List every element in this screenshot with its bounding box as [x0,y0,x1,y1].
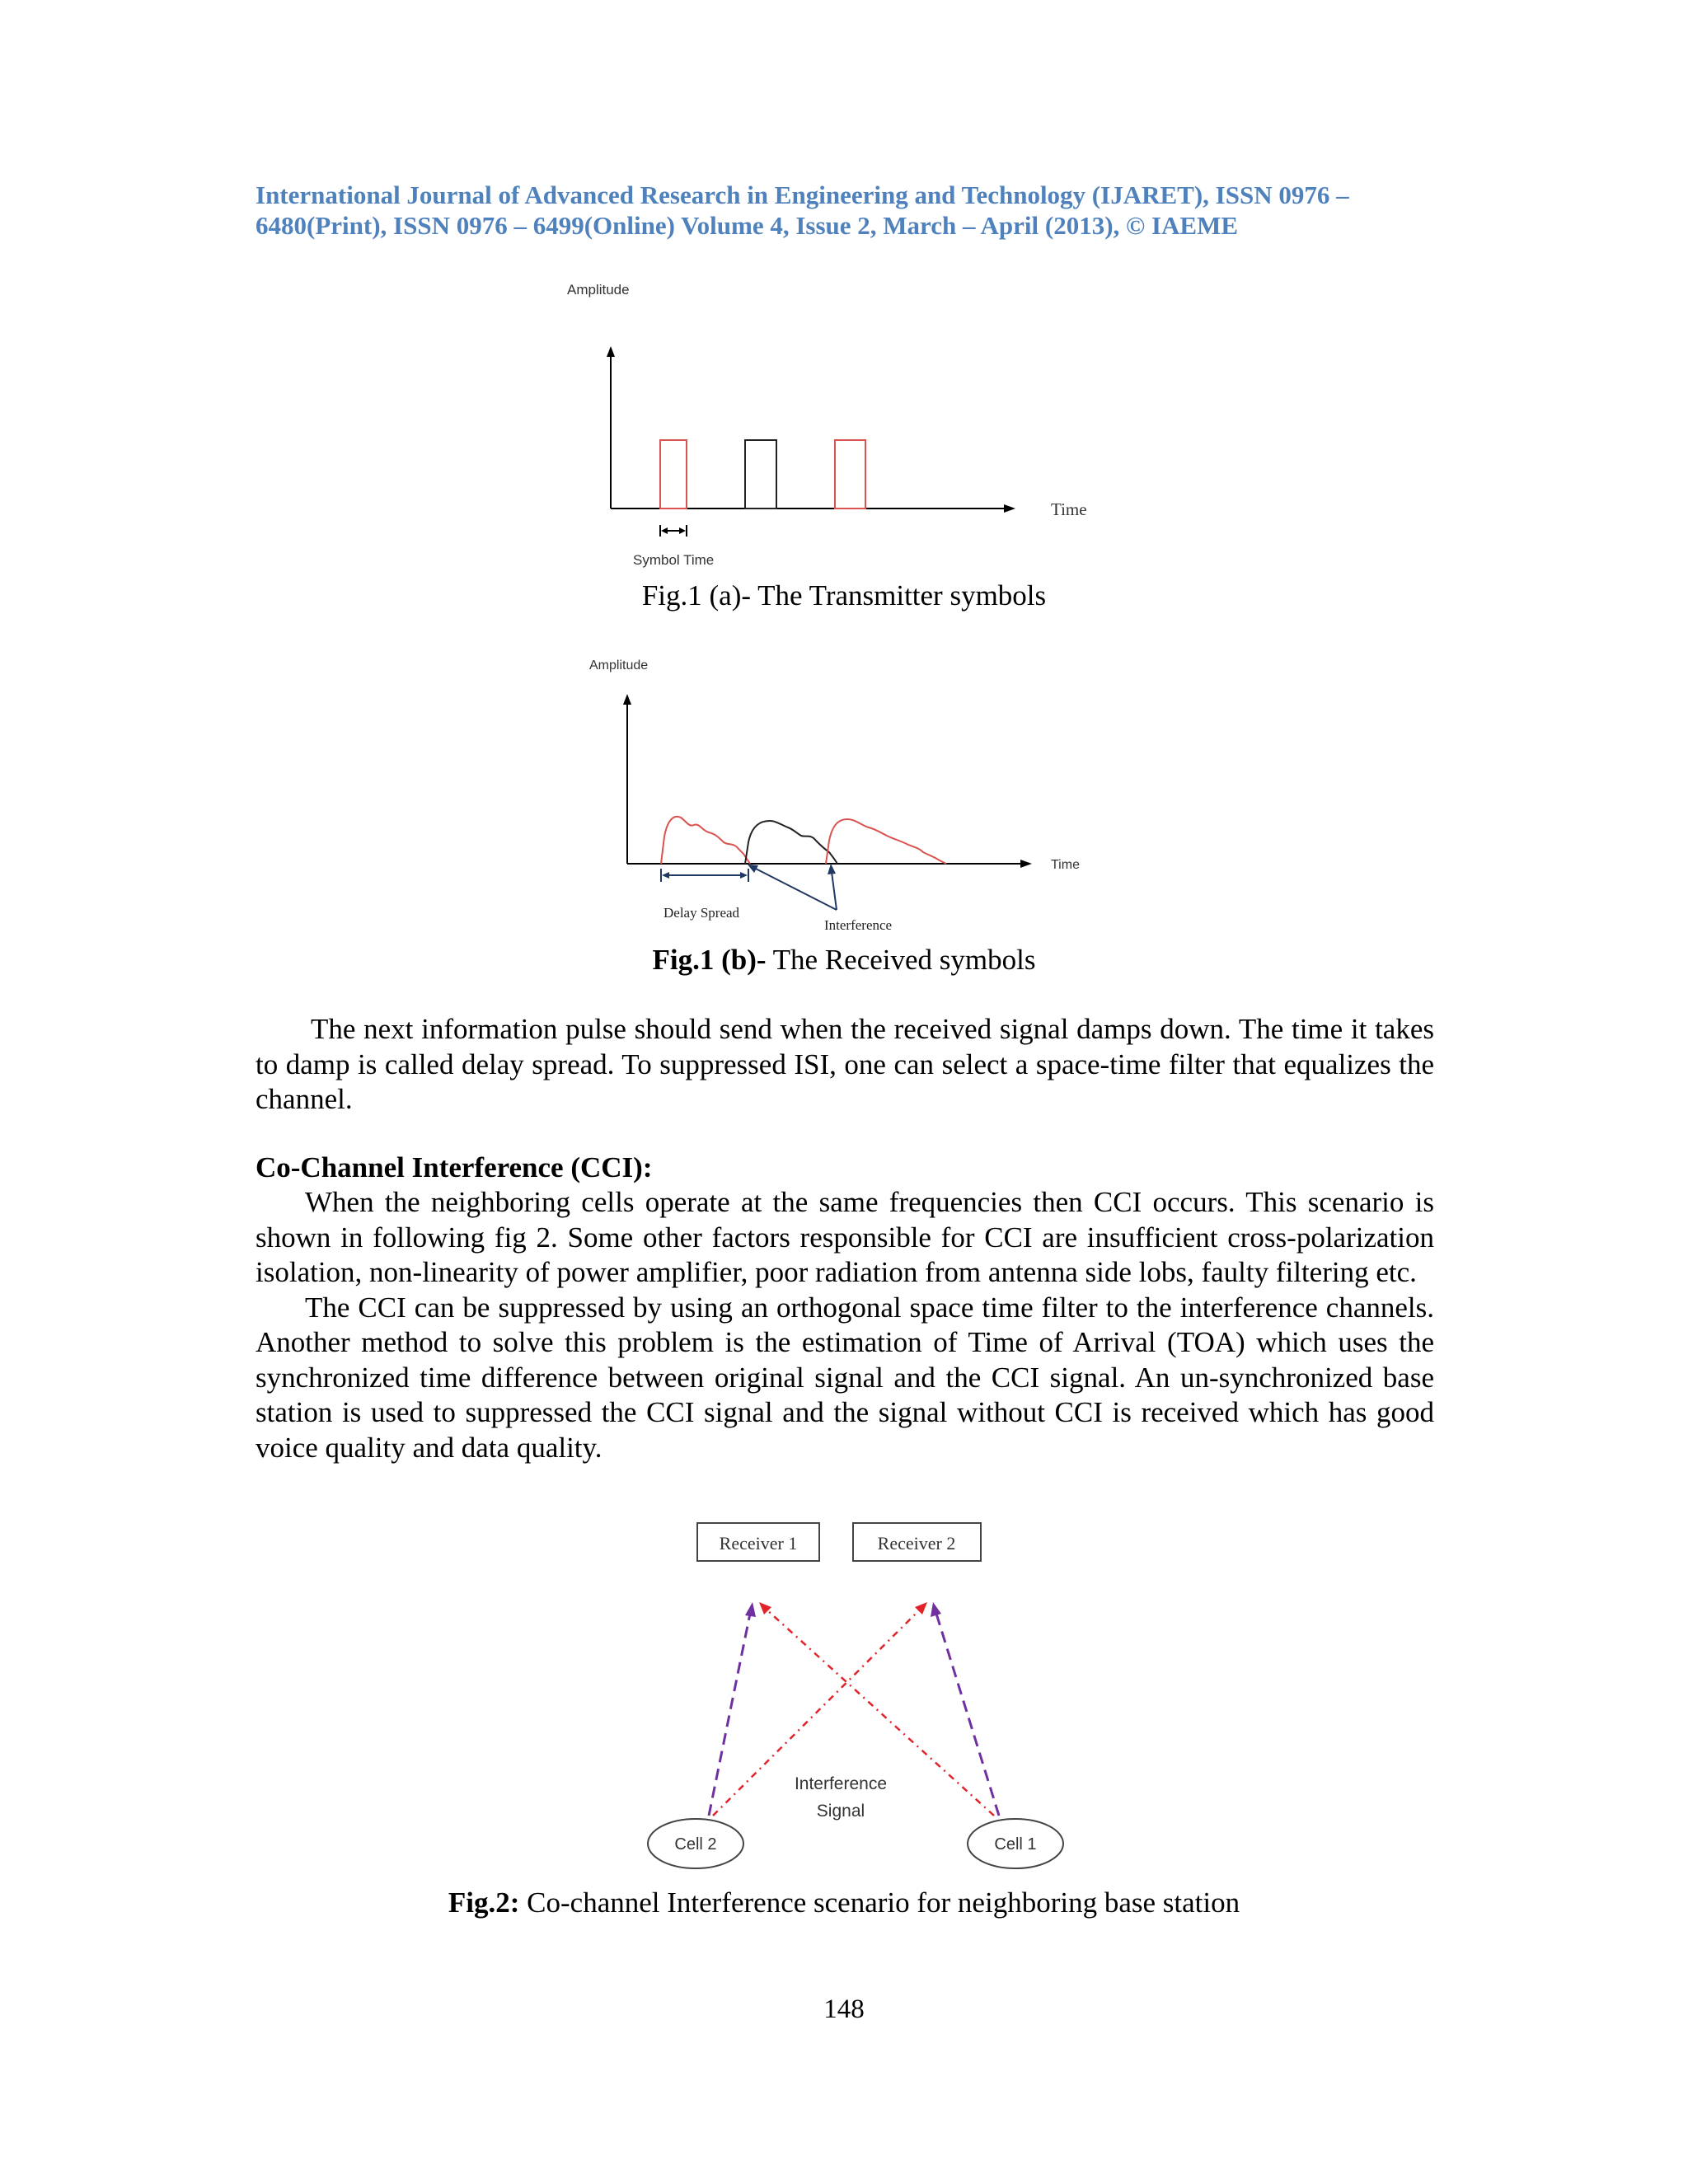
fig1b-interference-label: Interference [824,917,893,933]
interference-signal-label-line2: Signal [816,1802,865,1821]
fig1a-y-axis-label: Amplitude [567,282,630,298]
fig1b-signal-2 [745,821,837,864]
fig1b-x-axis-label: Time [1051,858,1080,872]
fig2-caption-label: Fig.2: [448,1886,520,1919]
fig1b-interference-arrow-2 [832,872,837,910]
interference-signal-label-line1: Interference [794,1774,888,1793]
fig1a-pulse-2 [745,440,776,509]
fig1a-caption: Fig.1 (a)- The Transmitter symbols [641,579,1047,612]
fig1a-x-axis-label: Time [1051,499,1087,519]
running-header [256,180,1434,241]
fig1a-y-axis-arrow [607,346,615,357]
fig1a-x-axis-arrow [1004,504,1015,513]
cell-1-label: Cell 1 [994,1835,1037,1854]
figure-1b [577,651,1104,940]
fig1a-pulse-1 [660,440,687,509]
fig1b-interference-arrow-1 [753,867,837,910]
receiver-1-label: Receiver 1 [719,1533,798,1554]
header-line-2: 6480(Print), ISSN 0976 – 6499(Online) Volume 4, Issue 2, March – April (2013), © IAEME [256,211,1239,240]
fig2-caption [0,1886,1688,1920]
cell-2-label: Cell 2 [674,1835,717,1854]
paragraph-cci-suppression: The CCI can be suppressed by using an orthogonal space time filter to the interference channels. Another method to solve this problem is the estimation of Time of Arrival (TOA) which uses the synchronized time difference between original signal and the CCI signal. An un-synchronized base station is used to suppressed the CCI signal and the signal without CCI is received which has good voice quality and data quality. [256,1291,1434,1464]
fig1b-signal-3 [826,819,946,864]
page-number: 148 [823,1994,865,2024]
fig2-caption-text: Co-channel Interference scenario for neighboring base station [519,1886,1240,1919]
fig1b-caption [0,943,1688,977]
receiver-2-label: Receiver 2 [877,1533,956,1554]
arrow-cell1-to-receiver2 [936,1614,999,1816]
fig1b-caption-label: Fig.1 (b)- [652,944,767,976]
fig1a-symbol-time-label: Symbol Time [633,552,715,568]
section-heading-cci: Co-Channel Interference (CCI): [256,1151,653,1183]
body-section-1 [256,1012,1434,1118]
fig1a-pulse-3 [835,440,865,509]
figure-1a [560,276,1121,581]
figure-2 [643,1516,1088,1879]
paragraph-cci-cause: When the neighboring cells operate at the same frequencies then CCI occurs. This scenario is shown in following fig 2. Some other factors responsible for CCI are insufficient cross-polarization isolation, non-linearity of power amplifier, poor radiation from antenna side lobs, faulty filtering etc. [256,1186,1434,1288]
body-section-2 [256,1151,1434,1465]
paragraph-delay-spread: The next information pulse should send when the received signal damps down. The time it takes to damp is called delay spread. To suppressed ISI, one can select a space-time filter that equalizes the channel. [256,1013,1434,1115]
fig1b-caption-text: The Received symbols [766,944,1036,976]
fig1b-signal-1 [661,817,750,864]
fig1b-delay-spread-label: Delay Spread [663,905,740,921]
header-line-1: International Journal of Advanced Research in Engineering and Technology (IJARET), ISSN 0976 – [256,180,1349,209]
fig1b-y-axis-label: Amplitude [589,658,649,673]
arrow-cell2-to-receiver1 [709,1614,750,1816]
